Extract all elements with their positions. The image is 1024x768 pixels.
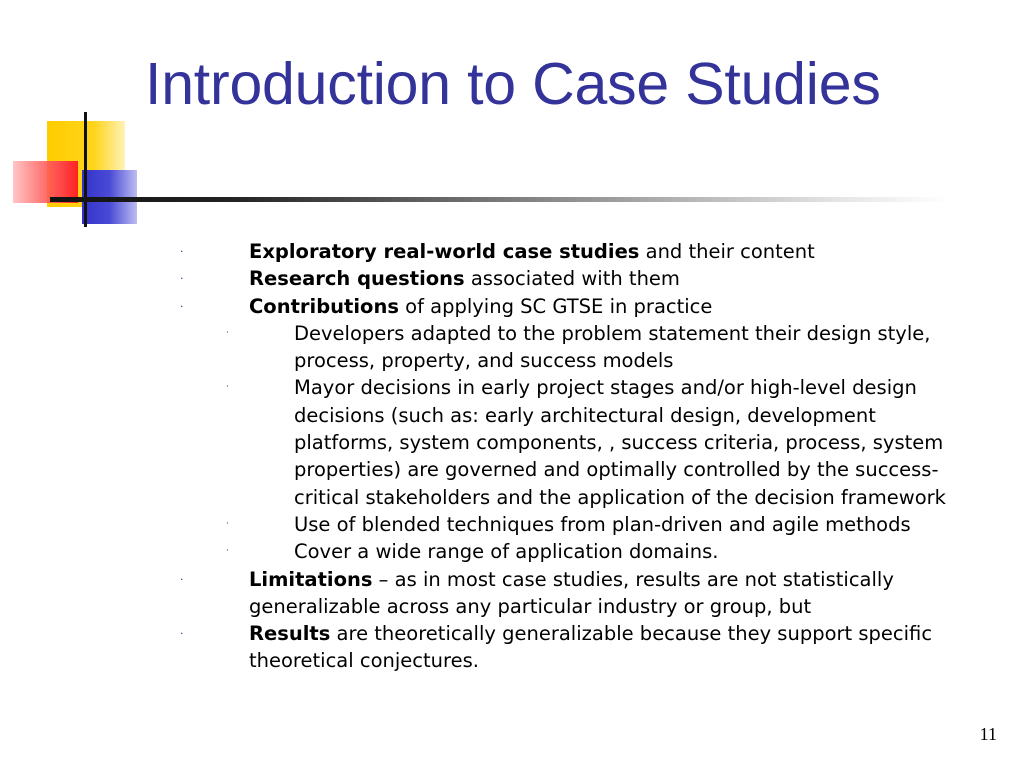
page-number: 11 [979, 724, 997, 744]
list-item [0, 238, 964, 265]
bullet-icon: · [180, 245, 184, 258]
item-text: Developers adapted to the problem statement their design style, process, property, and success models [294, 321, 931, 373]
bullet-icon: · [226, 546, 229, 557]
bullet-icon: · [180, 299, 184, 313]
list-item [0, 265, 964, 292]
item-bold-text: Limitations [249, 567, 373, 591]
list-item [0, 566, 964, 621]
item-text: associated with them [464, 267, 680, 291]
bullet-icon: · [180, 572, 184, 586]
item-text: Use of blended techniques from plan-driven and agile methods [294, 512, 911, 536]
sub-list-item [0, 511, 964, 538]
bullet-icon: · [226, 327, 229, 338]
sub-list-item [0, 374, 964, 510]
sub-list-item [0, 538, 964, 565]
sub-list-item [0, 320, 964, 375]
item-text: Mayor decisions in early project stages and/or high-level design decisions (such as: early architectural design, development platforms, system components, , success criteria, process, system properties) are governed and optimally controlled by the success-critical stakeholders and the application of the decision framework [294, 376, 946, 509]
bullet-icon: · [180, 272, 184, 286]
logo-yellow-square [47, 121, 125, 207]
list-item [0, 620, 964, 675]
item-bold-text: Research questions [249, 267, 465, 291]
list-item [0, 293, 964, 320]
decorative-logo [0, 0, 1024, 240]
item-text: – as in most case studies, results are not statistically generalizable across any particular industry or group, but [249, 567, 894, 618]
item-text: of applying SC GTSE in practice [398, 294, 713, 318]
item-text: and their content [639, 240, 815, 263]
item-bold-text: Results [249, 622, 331, 646]
logo-blue-square [82, 170, 137, 224]
item-text: are theoretically generalizable because they support specific theoretical conjectures. [249, 622, 933, 673]
bullet-icon: · [226, 518, 229, 529]
item-text: Cover a wide range of application domains. [294, 540, 719, 564]
bullet-icon: · [180, 627, 184, 641]
logo-vertical-line [84, 112, 87, 227]
slide-title: Introduction to Case Studies [145, 51, 881, 117]
bullet-list [0, 238, 1024, 675]
bullet-icon: · [226, 382, 229, 393]
item-bold-text: Exploratory real-world case studies [249, 240, 640, 263]
item-bold-text: Contributions [249, 294, 399, 318]
title-underline-rule [50, 197, 950, 202]
logo-red-square [13, 161, 78, 203]
